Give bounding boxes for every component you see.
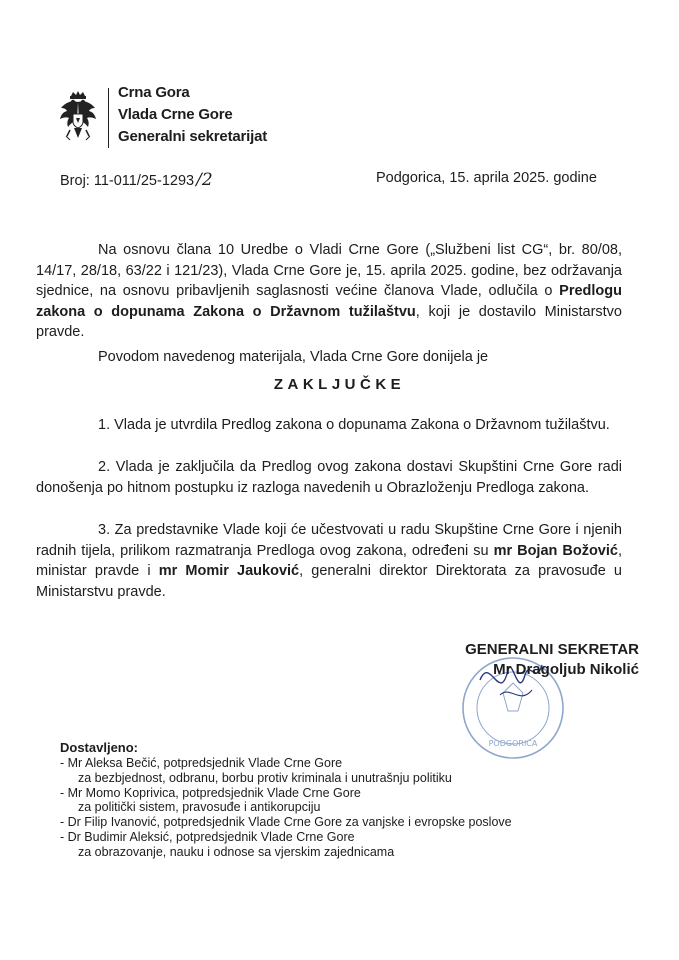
list-item <box>60 830 512 860</box>
government-name: Vlada Crne Gore <box>118 106 233 123</box>
header-divider <box>108 88 109 148</box>
stamp-city: PODGORICA <box>488 739 538 748</box>
distribution-title: Dostavljeno: <box>60 740 139 755</box>
conclusions-title: ZAKLJUČKE <box>273 376 406 393</box>
intro-bold-subject: Predlogu zakona o dopunama Zakona o Državnom tužilaštvu <box>36 283 622 320</box>
recipient-detail: za bezbjednost, odbranu, borbu protiv kriminala i unutrašnju politiku <box>78 770 452 785</box>
item3-text-a: 3. Za predstavnike Vlade koji će učestvovati u radu Skupštine Crne Gore i njenih radnih tijela, prilikom razmatranja Predloga ovog zakona, određeni su <box>36 522 622 559</box>
lead-paragraph: Povodom navedenog materijala, Vlada Crne Gore donijela je <box>98 349 489 365</box>
recipient-line: - Mr Aleksa Bečić, potpredsjednik Vlade Crne Gore <box>60 756 343 770</box>
item3-text-c: , generalni direktor Direktorata za pravosuđe u Ministarstvu pravde. <box>36 563 622 600</box>
intro-text: Na osnovu člana 10 Uredbe o Vladi Crne Gore („Službeni list CG“, br. 80/08, 14/17, 28/18, 63/22 i 121/23), Vlada Crne Gore je, 15. aprila 2025. godine, bez održavanja sjednice, na osnovu pribavljenih saglasnosti većine članova Vlade, odlučila o <box>36 242 622 299</box>
coat-of-arms-icon <box>58 90 98 146</box>
recipient-detail: za politički sistem, pravosuđe i antikorupciju <box>78 800 321 815</box>
handwritten-suffix: /2 <box>196 170 213 190</box>
intro-paragraph <box>36 240 622 343</box>
reference-number <box>60 170 213 190</box>
country-name: Crna Gora <box>118 84 190 101</box>
item3-bold-name-1: mr Bojan Božović <box>493 542 618 559</box>
office-name: Generalni sekretarijat <box>118 128 268 145</box>
item3-text-b: , ministar pravde i <box>36 542 622 579</box>
signatory-role: GENERALNI SEKRETAR <box>465 641 639 658</box>
recipient-detail: za obrazovanje, nauku i odnose sa vjerskim zajednicama <box>78 844 395 859</box>
item3-bold-name-2: mr Momir Jauković <box>158 563 300 579</box>
document-date: Podgorica, 15. aprila 2025. godine <box>376 170 597 186</box>
conclusion-item-1: 1. Vlada je utvrdila Predlog zakona o dopunama Zakona o Državnom tužilaštvu. <box>98 417 610 433</box>
signatory-name: Mr Dragoljub Nikolić <box>493 661 639 678</box>
intro-text-end: , koji je dostavilo Ministarstvo pravde. <box>36 303 623 340</box>
list-item <box>60 786 512 816</box>
conclusion-item-2: 2. Vlada je zaključila da Predlog ovog zakona dostavi Skupštini Crne Gore radi donošenja po hitnom postupku iz razloga navedenih u Obrazloženju Predloga zakona. <box>36 459 622 496</box>
recipient-line: - Mr Momo Koprivica, potpredsjednik Vlade Crne Gore <box>60 785 361 800</box>
reference-number-text: Broj: 11-011/25-1293 <box>60 173 195 189</box>
list-item <box>60 756 512 786</box>
signature-block <box>427 640 639 680</box>
distribution-list <box>60 740 512 860</box>
letterhead <box>58 82 267 152</box>
conclusion-item-3 <box>36 520 622 602</box>
recipient-line: - Dr Filip Ivanović, potpredsjednik Vlade Crne Gore za vanjske i evropske poslove <box>60 815 512 830</box>
list-item <box>60 815 512 830</box>
recipient-line: - Dr Budimir Aleksić, potpredsjednik Vlade Crne Gore <box>60 829 355 844</box>
